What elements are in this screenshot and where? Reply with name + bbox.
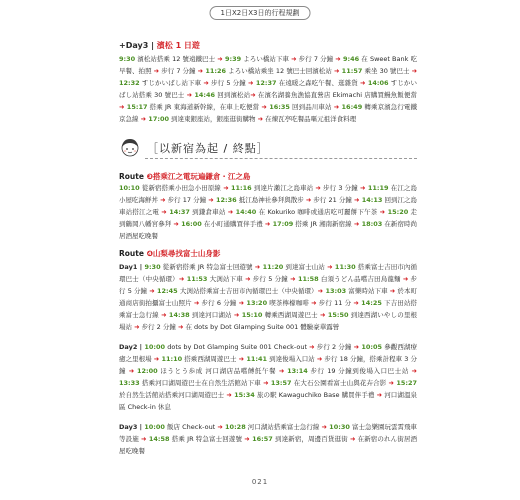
- itinerary-arrow: ➜: [360, 79, 366, 87]
- itinerary-time: 16:00: [178, 220, 202, 228]
- route4-title-text: 山梨尋找富士山身影: [152, 249, 221, 258]
- itinerary-text: 到達富士山站: [283, 263, 328, 271]
- itinerary-time: 9:30: [119, 55, 136, 63]
- itinerary-text: すじかいばし站下車: [139, 79, 204, 87]
- itinerary-arrow: ➜: [333, 67, 340, 75]
- itinerary-arrow: ➜: [217, 423, 223, 431]
- itinerary-time: 14:46: [192, 91, 216, 99]
- itinerary-time: 16:49: [339, 103, 363, 111]
- itinerary-time: 12:37: [253, 79, 277, 87]
- route4-day2-paragraph: [119, 341, 417, 413]
- itinerary-time: 10:05: [359, 343, 383, 351]
- itinerary-time: 13:03: [323, 287, 347, 295]
- itinerary-text: 大渕站搭乘富士吉田市內循環巴士（中央循環）: [177, 287, 318, 295]
- itinerary-text: 到達新宿，周邊百貨逛街: [272, 435, 350, 443]
- itinerary-arrow: ➜: [264, 220, 271, 228]
- itinerary-time: 15:20: [385, 208, 409, 216]
- route4-day1-section: [119, 261, 417, 333]
- itinerary-time: 11:20: [260, 263, 284, 271]
- itinerary-time: 9:46: [340, 55, 360, 63]
- itinerary-text: 步行 18 分鐘，搭乘計程車 3 分鐘: [119, 355, 417, 375]
- itinerary-time: 11:26: [203, 67, 227, 75]
- itinerary-time: 15:17: [124, 103, 148, 111]
- itinerary-text: 在大石公園看富士山與花卉合影: [291, 379, 389, 387]
- itinerary-text: 搭乘 JR 東海道新幹線，在車上吃便當: [147, 103, 262, 111]
- itinerary-text: 轉乘京濱急行電鐵京急線: [119, 103, 418, 123]
- itinerary-time: 15:34: [231, 391, 255, 399]
- itinerary-time: 11:53: [184, 275, 208, 283]
- itinerary-text: 乘坐 30 號巴士: [362, 67, 412, 75]
- itinerary-arrow: ➜: [402, 275, 409, 283]
- itinerary-arrow: ➜: [119, 103, 125, 111]
- itinerary-arrow: ➜: [153, 355, 160, 363]
- itinerary-time: 14:13: [359, 196, 383, 204]
- itinerary-arrow: ➜: [389, 287, 396, 295]
- itinerary-time: 11:10: [159, 355, 183, 363]
- itinerary-time: 13:33: [119, 379, 140, 387]
- itinerary-time: 11:19: [365, 184, 389, 192]
- itinerary-arrow: ➜: [327, 263, 333, 271]
- itinerary-arrow: ➜: [245, 275, 251, 283]
- route3-itinerary-paragraph: [119, 182, 417, 242]
- itinerary-text: 到達西湖いやしの里根場站: [119, 311, 417, 331]
- itinerary-arrow: ➜: [244, 435, 250, 443]
- itinerary-arrow: ➜: [217, 55, 223, 63]
- itinerary-arrow: ➜: [134, 323, 140, 331]
- itinerary-time: 12:45: [154, 287, 178, 295]
- itinerary-text: 步行 21 分鐘: [311, 196, 354, 204]
- route4-day2-section: [119, 341, 417, 413]
- itinerary-text: 搭乘 JR 湘南新宿線: [293, 220, 354, 228]
- itinerary-text: 步行 11 分: [316, 299, 354, 307]
- itinerary-content: [119, 40, 417, 457]
- itinerary-text: 從新宿搭乘小田急小田原線: [139, 184, 224, 192]
- itinerary-text: 搭乘河口湖周遊巴士在自然生活館站下車: [139, 379, 264, 387]
- itinerary-time: 11:58: [295, 275, 319, 283]
- itinerary-text: 大渕站下車: [207, 275, 246, 283]
- itinerary-arrow: ➜: [353, 299, 359, 307]
- itinerary-arrow: ➜: [261, 103, 267, 111]
- itinerary-time: 16:35: [266, 103, 290, 111]
- itinerary-arrow: ➜: [353, 196, 360, 204]
- itinerary-arrow: ➜: [376, 391, 383, 399]
- itinerary-time: 11:57: [339, 67, 363, 75]
- itinerary-arrow: ➜: [353, 343, 360, 351]
- itinerary-arrow: ➜: [197, 67, 204, 75]
- itinerary-time: 17:09: [270, 220, 294, 228]
- route-banner: [119, 137, 417, 161]
- itinerary-time: 17:00: [146, 115, 169, 123]
- itinerary-text: 在 Kokuriko 咖啡或通店吃可麗餅下午茶: [256, 208, 380, 216]
- itinerary-text: 步行 7 分鐘: [296, 55, 336, 63]
- itinerary-time: 18:03: [359, 220, 383, 228]
- itinerary-arrow: ➜: [263, 379, 269, 387]
- itinerary-text: 到達河口湖站: [189, 311, 234, 319]
- itinerary-text: ほうとう歩成 河口湖店品嚐餺飥午餐: [157, 367, 279, 375]
- itinerary-arrow: ➜: [291, 55, 297, 63]
- itinerary-text: 於本町通商店街拍攝富士山照片: [119, 287, 418, 307]
- itinerary-time: 11:16: [228, 184, 252, 192]
- itinerary-arrow: ➜: [321, 423, 327, 431]
- itinerary-text: よろい橋站乘坐 12 號巴士回濱松站: [226, 67, 334, 75]
- itinerary-time: 13:57: [268, 379, 292, 387]
- route4-title-prefix: Route: [119, 249, 147, 258]
- itinerary-arrow: ➜: [316, 355, 323, 363]
- itinerary-arrow: ➜: [160, 196, 166, 204]
- route4-day3-section: [119, 421, 417, 457]
- itinerary-arrow: ➜: [388, 379, 394, 387]
- itinerary-arrow: ➜: [360, 184, 366, 192]
- itinerary-time: 11:41: [244, 355, 268, 363]
- itinerary-text: 在新宿時尚居酒屋吃晚餐: [119, 220, 418, 240]
- itinerary-text: 在新宿のれん街居酒屋吃晚餐: [119, 435, 417, 455]
- itinerary-text: 在遠暖之森吃午餐、逛雜貨: [276, 79, 361, 87]
- itinerary-arrow: ➜: [203, 79, 209, 87]
- itinerary-arrow: ➜: [161, 208, 167, 216]
- day3-heading: [119, 40, 417, 51]
- itinerary-text: 從新宿搭乘 JR 特急富士回遊號: [160, 263, 255, 271]
- itinerary-text: 轉乘西湖周遊巴士: [262, 311, 320, 319]
- itinerary-text: 到達片瀨江之島車站: [251, 184, 316, 192]
- itinerary-time: 11:30: [332, 263, 356, 271]
- itinerary-text: 回到江之島車站搭江之電: [119, 196, 418, 216]
- itinerary-arrow: ➜: [411, 67, 418, 75]
- avatar-icon: [119, 137, 141, 161]
- route4-day1-label: Day1 |: [119, 263, 145, 271]
- route4-day3-label: Day3 |: [119, 423, 145, 431]
- route3-title-prefix: Route: [119, 172, 147, 181]
- itinerary-arrow: ➜: [309, 343, 315, 351]
- itinerary-arrow: ➜: [248, 79, 254, 87]
- itinerary-arrow: ➜: [349, 435, 356, 443]
- itinerary-time: 12:00: [134, 367, 158, 375]
- itinerary-time: 16:57: [249, 435, 273, 443]
- itinerary-time: 14:06: [365, 79, 389, 87]
- route4-title: [119, 248, 417, 259]
- itinerary-text: 步行 5 分鐘: [208, 79, 249, 87]
- itinerary-time: 15:50: [325, 311, 349, 319]
- itinerary-text: 在濱名湖養魚漁協直營店 Ekimachi 店購買鰻魚飯便當: [255, 91, 417, 99]
- itinerary-arrow: ➜: [319, 311, 326, 319]
- itinerary-arrow: ➜: [140, 115, 147, 123]
- itinerary-time: 15:10: [239, 311, 263, 319]
- itinerary-arrow: ➜: [379, 208, 386, 216]
- itinerary-arrow: ➜: [254, 263, 261, 271]
- route4-day1-paragraph: [119, 261, 417, 333]
- itinerary-text: 下吉田站搭乘富士急行線: [119, 299, 417, 319]
- itinerary-text: 步行 5 分鐘: [119, 275, 418, 295]
- itinerary-arrow: ➜: [161, 311, 167, 319]
- route3-title-text: 搭乘江之電玩遍鎌倉・江之島: [152, 172, 251, 181]
- itinerary-arrow: ➜: [335, 55, 341, 63]
- itinerary-text: 步行 6 分鐘: [199, 299, 239, 307]
- itinerary-text: 白須うどん品嚐吉田烏龍麵: [318, 275, 403, 283]
- itinerary-arrow: ➜: [290, 275, 296, 283]
- itinerary-text: 河口湖站搭乘富士急行線: [245, 423, 322, 431]
- itinerary-arrow: ➜: [193, 299, 200, 307]
- itinerary-text: 在 Sweet Bank 吃早餐、拍照: [119, 55, 417, 75]
- itinerary-arrow: ➜: [178, 275, 185, 283]
- itinerary-arrow: ➜: [223, 184, 229, 192]
- itinerary-arrow: ➜: [233, 311, 240, 319]
- itinerary-text: 旅の駅 Kawaguchiko Base 購買伴手禮: [254, 391, 377, 399]
- itinerary-arrow: ➜: [149, 287, 155, 295]
- itinerary-arrow: ➜: [411, 367, 417, 375]
- itinerary-time: 14:37: [166, 208, 190, 216]
- itinerary-time: 10:10: [119, 184, 140, 192]
- itinerary-text: 步行 7 分鐘: [159, 67, 198, 75]
- itinerary-arrow: ➜: [353, 220, 360, 228]
- itinerary-text: よろい橋站下車: [241, 55, 292, 63]
- itinerary-arrow: ➜: [333, 103, 340, 111]
- route4-day3-paragraph: [119, 421, 417, 457]
- itinerary-text: 富士急樂園玩雲霄飛車等設施: [119, 423, 418, 443]
- itinerary-text: 回到品川車站: [289, 103, 334, 111]
- itinerary-text: 喫茶檸檬咖啡: [267, 299, 312, 307]
- itinerary-time: 14:40: [233, 208, 257, 216]
- itinerary-arrow: ➜: [226, 391, 232, 399]
- itinerary-text: 走到鶴岡八幡宮參拜: [119, 208, 418, 228]
- itinerary-arrow: ➜: [311, 299, 317, 307]
- itinerary-text: 搭乘西湖周遊巴士: [182, 355, 239, 363]
- itinerary-arrow: ➜: [186, 91, 193, 99]
- itinerary-time: 10:30: [326, 423, 350, 431]
- day3-itinerary-paragraph: [119, 53, 417, 125]
- itinerary-text: 在煉瓦亭吃餐品嘔元祖洋食料理: [263, 115, 357, 123]
- itinerary-text: 抵江島神社參拜與散步: [236, 196, 306, 204]
- itinerary-arrow: ➜: [141, 435, 147, 443]
- itinerary-text: すじかいばし站搭乘 30 號巴士: [119, 79, 418, 99]
- itinerary-time: 13:20: [244, 299, 268, 307]
- route4-day2-label: Day2 |: [119, 343, 145, 351]
- itinerary-text: 飯店 Check-out: [164, 423, 218, 431]
- itinerary-arrow: ➜: [208, 196, 214, 204]
- route4-day2-segments: [119, 343, 417, 411]
- itinerary-time: 12:32: [119, 79, 140, 87]
- itinerary-text: 步行 17 分鐘: [165, 196, 209, 204]
- itinerary-time: 12:36: [213, 196, 237, 204]
- day3-heading-prefix: +Day3 |: [119, 41, 157, 50]
- itinerary-text: 步行 2 分鐘: [139, 323, 178, 331]
- itinerary-text: 到達東銀座站，銀座逛街購物: [168, 115, 258, 123]
- itinerary-text: 回到濱松站: [215, 91, 251, 99]
- itinerary-time: 10:00: [144, 343, 166, 351]
- itinerary-arrow: ➜: [238, 299, 245, 307]
- itinerary-text: dots by Dot Glamping Suite 001 Check-out: [165, 343, 310, 351]
- itinerary-text: 富樂時站下車: [346, 287, 390, 295]
- itinerary-arrow: ➜: [317, 287, 324, 295]
- itinerary-arrow: ➜: [153, 67, 160, 75]
- itinerary-time: 10:00: [144, 423, 165, 431]
- itinerary-text: 河口湖溫泉區 Check-in 休息: [119, 391, 418, 411]
- itinerary-arrow: ➜: [238, 355, 245, 363]
- route-banner-text: ［以新宿為起 / 終點］: [145, 139, 417, 159]
- itinerary-time: 13:14: [284, 367, 308, 375]
- route4-day1-segments: [119, 263, 417, 331]
- itinerary-text: 搭乘 JR 特急富士回遊號: [169, 435, 245, 443]
- itinerary-text: 在江之島小屋吃海鮮丼: [119, 184, 418, 204]
- chapter-header-label: 1日X2日X3日的行程規劃: [210, 6, 311, 20]
- itinerary-text: 到達俊場入口站: [267, 355, 317, 363]
- day3-heading-title: 濱松 1 日遊: [156, 41, 200, 50]
- itinerary-text: 步行 2 分鐘: [314, 343, 354, 351]
- itinerary-time: 14:58: [146, 435, 170, 443]
- itinerary-time: 14:25: [358, 299, 382, 307]
- itinerary-arrow: ➜: [278, 367, 285, 375]
- itinerary-text: 搭乘富士吉田市內循環巴士（中央循環）: [119, 263, 418, 283]
- itinerary-arrow: ➜: [250, 91, 256, 99]
- route3-title-number: ❸: [146, 172, 153, 181]
- route4-day3-segments: [119, 423, 417, 455]
- itinerary-text: 到鎌倉車站: [189, 208, 228, 216]
- itinerary-text: 濱松站搭乘 12 號遠鐵巴士: [135, 55, 218, 63]
- itinerary-time: 9:30: [144, 263, 161, 271]
- itinerary-text: 步行 5 分鐘: [250, 275, 291, 283]
- itinerary-arrow: ➜: [305, 196, 312, 204]
- itinerary-arrow: ➜: [173, 220, 179, 228]
- itinerary-time: 14:38: [166, 311, 190, 319]
- itinerary-time: 10:28: [222, 423, 246, 431]
- itinerary-arrow: ➜: [257, 115, 264, 123]
- itinerary-text: 在 dots by Dot Glamping Suite 001 體驗豪華露營: [183, 323, 340, 331]
- itinerary-text: 參觀西湖療癒之里根場: [119, 343, 417, 363]
- itinerary-arrow: ➜: [315, 184, 321, 192]
- itinerary-arrow: ➜: [128, 367, 135, 375]
- itinerary-text: 在小町通購買伴手禮: [201, 220, 265, 228]
- itinerary-text: 步行 3 分鐘: [320, 184, 361, 192]
- itinerary-text: 步行 19 分鐘到俊場入口巴士站: [307, 367, 412, 375]
- page-number: 021: [251, 478, 269, 486]
- itinerary-text: 於自然生活館站搭乘河口湖周遊巴士: [119, 391, 227, 399]
- itinerary-time: 9:39: [222, 55, 242, 63]
- route3-title: [119, 171, 417, 182]
- itinerary-time: 15:27: [393, 379, 418, 387]
- route4-title-number: ❹: [146, 249, 153, 258]
- itinerary-arrow: ➜: [177, 323, 184, 331]
- itinerary-arrow: ➜: [227, 208, 234, 216]
